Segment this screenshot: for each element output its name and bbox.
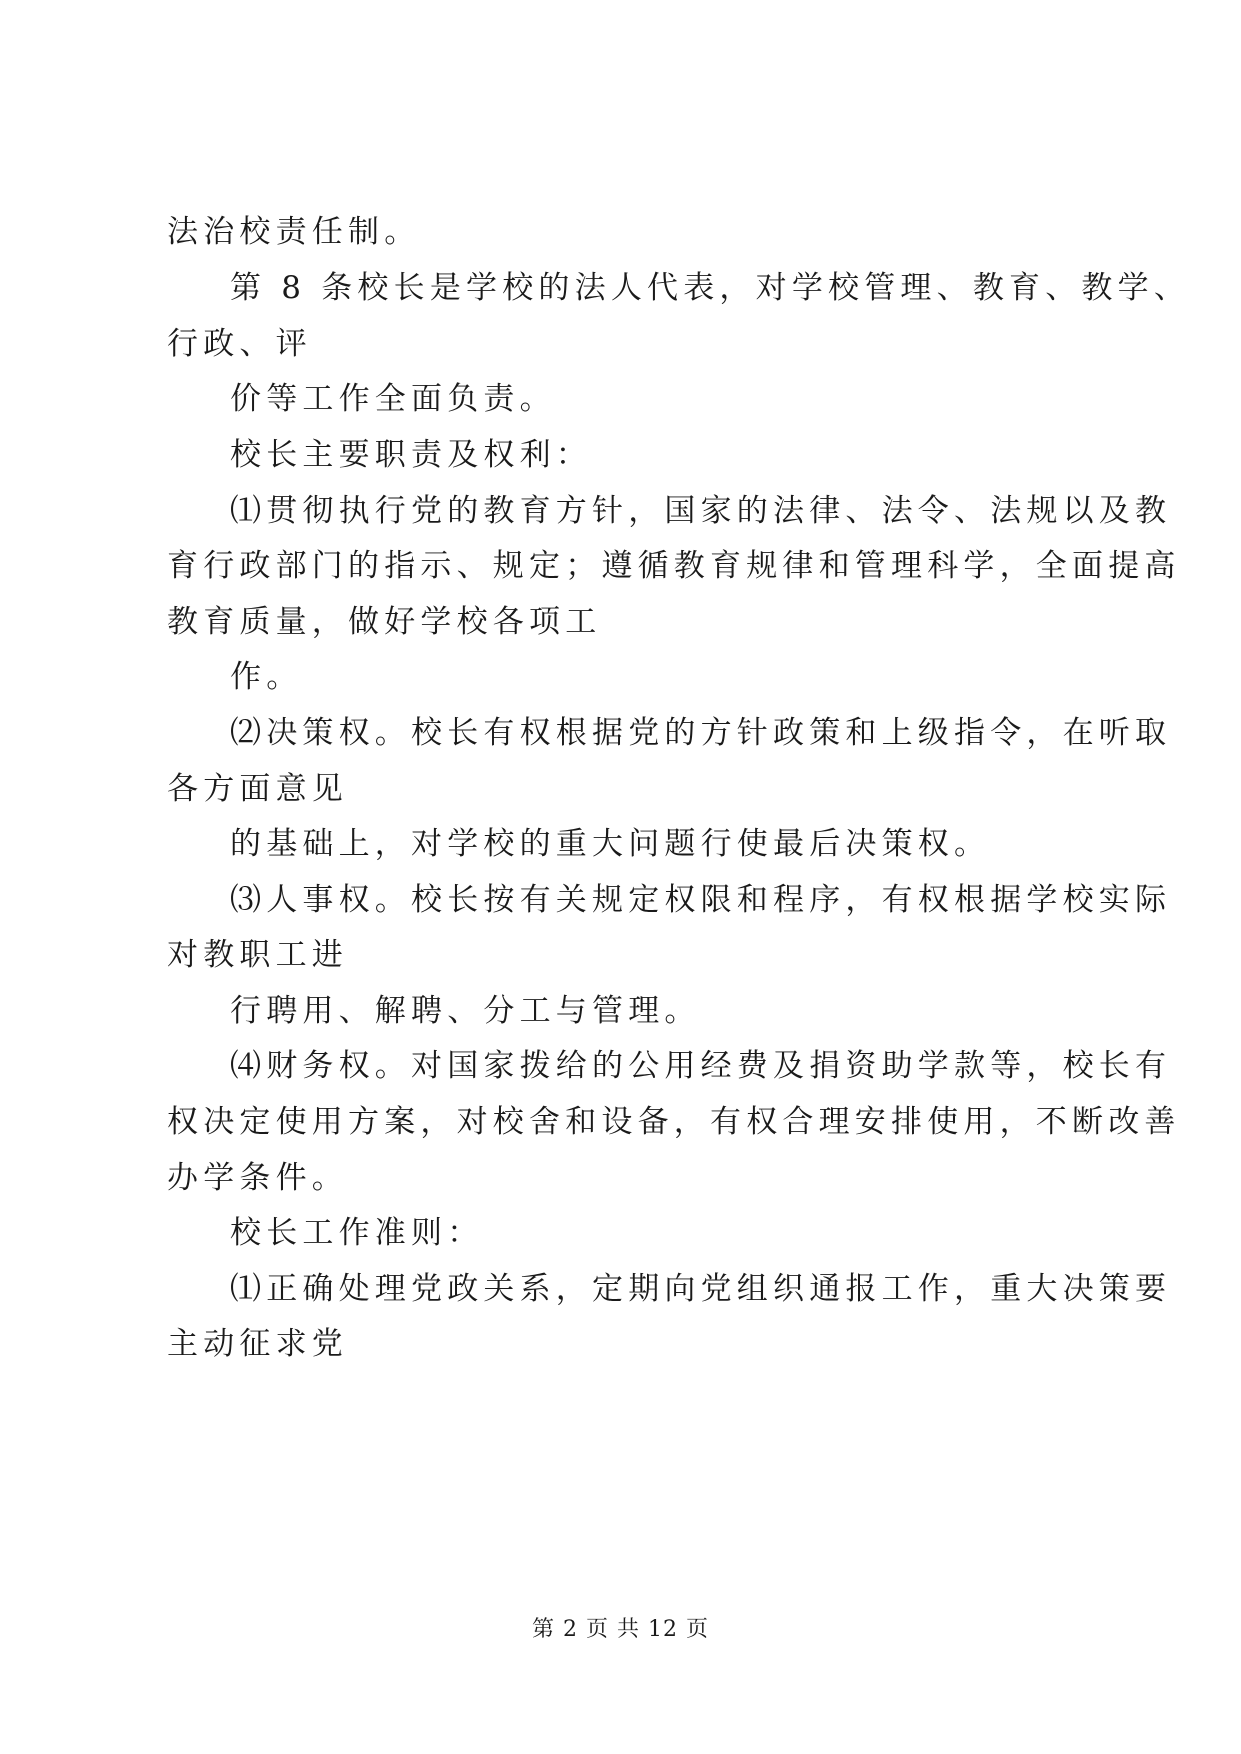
- text-line: 行政、评: [167, 326, 312, 362]
- text-line: 育行政部门的指示、规定；遵循教育规律和管理科学，全面提高: [167, 548, 1181, 584]
- text-line: 办学条件。: [167, 1160, 348, 1196]
- text-line: 行聘用、解聘、分工与管理。: [230, 993, 701, 1029]
- text-line: 主动征求党: [167, 1326, 348, 1362]
- text-line: ⑷财务权。对国家拨给的公用经费及捐资助学款等，校长有: [230, 1048, 1172, 1084]
- text-line: 价等工作全面负责。: [230, 381, 556, 417]
- text-line: ⑴正确处理党政关系，定期向党组织通报工作，重大决策要: [230, 1271, 1172, 1307]
- text-line: 的基础上，对学校的重大问题行使最后决策权。: [230, 826, 991, 862]
- text-line: 权决定使用方案，对校舍和设备，有权合理安排使用，不断改善: [167, 1104, 1181, 1140]
- text-line: ⑶人事权。校长按有关规定权限和程序，有权根据学校实际: [230, 882, 1172, 918]
- text-line: 各方面意见: [167, 771, 348, 807]
- text-line: ⑴贯彻执行党的教育方针，国家的法律、法令、法规以及教: [230, 493, 1172, 529]
- text-line: 校长主要职责及权利：: [230, 437, 592, 473]
- page-footer: 第 2 页 共 12 页: [532, 1617, 709, 1642]
- text-line: 教育质量，做好学校各项工: [167, 604, 602, 640]
- text-line: 校长工作准则：: [230, 1215, 484, 1251]
- text-line: ⑵决策权。校长有权根据党的方针政策和上级指令，在听取: [230, 715, 1172, 751]
- text-line: 对教职工进: [167, 937, 348, 973]
- text-line: 法治校责任制。: [167, 214, 421, 250]
- text-line: 第 8 条校长是学校的法人代表，对学校管理、教育、教学、: [230, 270, 1191, 306]
- text-line: 作。: [230, 659, 303, 695]
